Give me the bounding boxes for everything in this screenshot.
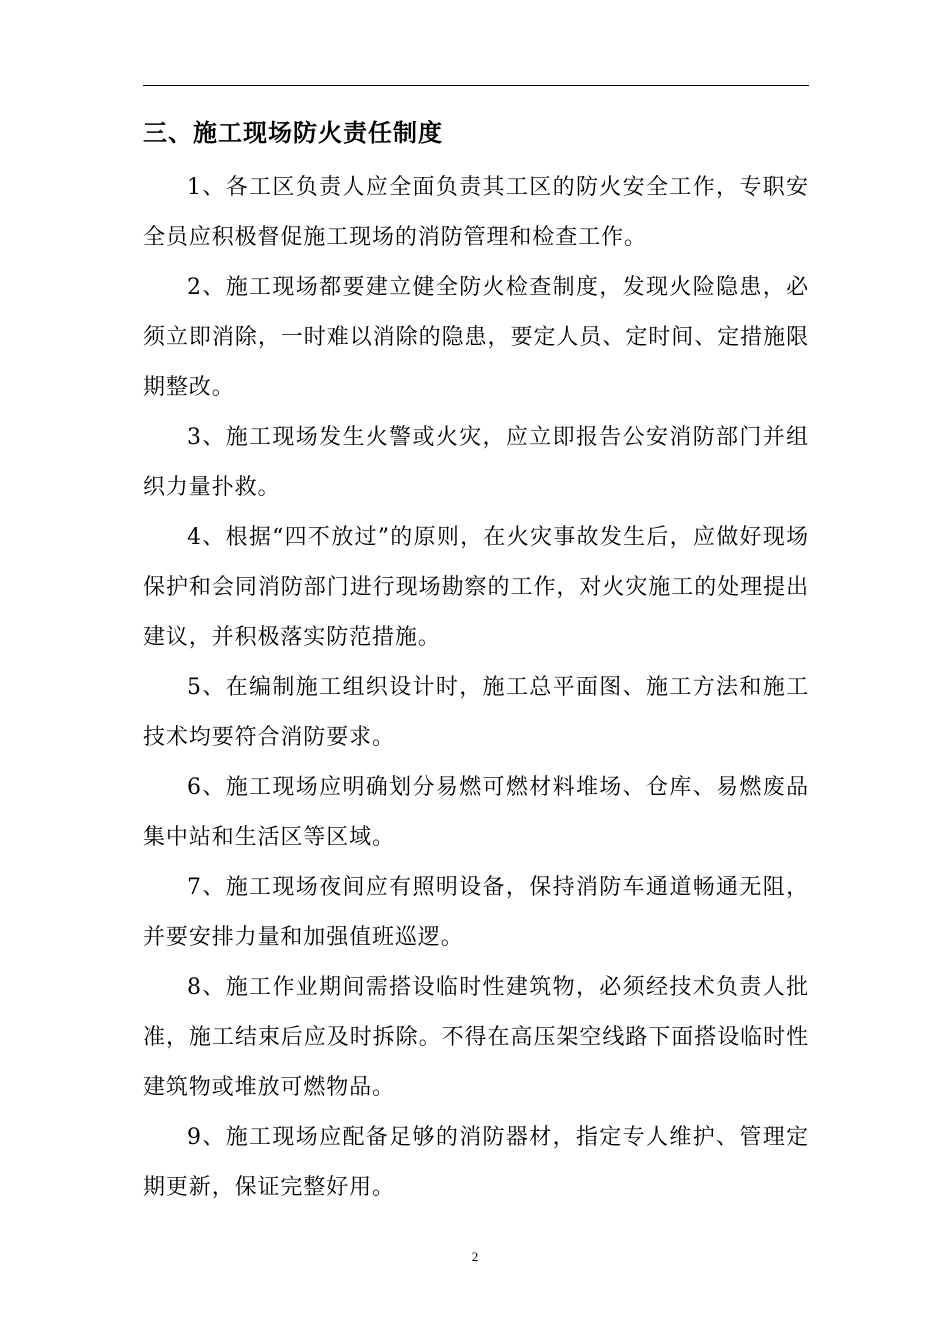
page-number: 2 [471, 1249, 479, 1264]
paragraph-7: 7、施工现场夜间应有照明设备，保持消防车通道畅通无阻，并要安排力量和加强值班巡逻。 [143, 875, 809, 950]
section-title: 三、施工现场防火责任制度 [143, 118, 443, 147]
paragraph-5: 5、在编制施工组织设计时，施工总平面图、施工方法和施工技术均要符合消防要求。 [143, 675, 809, 750]
paragraph-6: 6、施工现场应明确划分易燃可燃材料堆场、仓库、易燃废品集中站和生活区等区域。 [143, 775, 809, 850]
header-rule [143, 85, 809, 86]
paragraph-8: 8、施工作业期间需搭设临时性建筑物，必须经技术负责人批准，施工结束后应及时拆除。不得在高压架空线路下面搭设临时性建筑物或堆放可燃物品。 [143, 975, 809, 1100]
paragraph-4: 4、根据“四不放过”的原则，在火灾事故发生后，应做好现场保护和会同消防部门进行现场勘察的工作，对火灾施工的处理提出建议，并积极落实防范措施。 [143, 525, 809, 650]
paragraph-3: 3、施工现场发生火警或火灾，应立即报告公安消防部门并组织力量扑救。 [143, 425, 809, 500]
paragraph-1: 1、各工区负责人应全面负责其工区的防火安全工作，专职安全员应积极督促施工现场的消防管理和检查工作。 [143, 175, 809, 250]
paragraph-9: 9、施工现场应配备足够的消防器材，指定专人维护、管理定期更新，保证完整好用。 [143, 1125, 809, 1200]
paragraph-2: 2、施工现场都要建立健全防火检查制度，发现火险隐患，必须立即消除，一时难以消除的隐患，要定人员、定时间、定措施限期整改。 [143, 275, 809, 400]
document-body [143, 113, 809, 1213]
